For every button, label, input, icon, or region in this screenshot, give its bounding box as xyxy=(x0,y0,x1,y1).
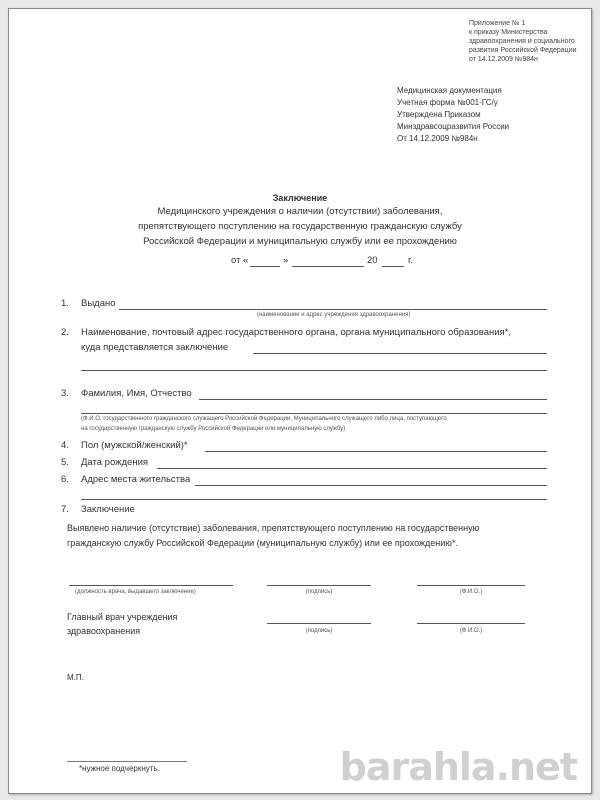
chief-doctor-label: Главный врач учреждения xyxy=(67,612,178,622)
date-prefix: от « xyxy=(231,255,249,266)
item-7-number: 7. xyxy=(61,504,69,515)
item-1-number: 1. xyxy=(61,298,69,309)
doctor-name-caption: (Ф.И.О.) xyxy=(459,589,483,595)
annex-line: развития Российской Федерации xyxy=(469,47,577,54)
item-5-label: Дата рождения xyxy=(81,457,149,468)
doctor-signature-field[interactable] xyxy=(267,585,371,586)
date-year-prefix: 20 xyxy=(367,255,378,266)
stamp-placeholder: М.П. xyxy=(67,673,84,682)
item-3-number: 3. xyxy=(61,388,69,399)
item-6-number: 6. xyxy=(61,474,69,485)
chief-signature-caption: (подпись) xyxy=(305,628,333,634)
item-5-field[interactable] xyxy=(157,468,547,469)
footnote-divider xyxy=(67,761,187,762)
chief-name-field[interactable] xyxy=(417,623,525,624)
form-stamp-line: Медицинская документация xyxy=(397,86,502,95)
title-heading: Заключение xyxy=(272,193,328,203)
item-3-field-1[interactable] xyxy=(199,399,547,400)
item-2-field-2[interactable] xyxy=(81,370,547,371)
form-stamp-block xyxy=(397,85,509,145)
item-5-number: 5. xyxy=(61,457,69,468)
chief-doctor-label-2: здравоохранения xyxy=(67,626,141,636)
doctor-position-caption: (должность врача, выдавшего заключение) xyxy=(75,589,196,595)
item-6-field-1[interactable] xyxy=(195,485,547,486)
document-page xyxy=(8,8,592,794)
form-stamp-line: Учетная форма №001-ГС/у xyxy=(397,98,498,107)
date-day-field[interactable] xyxy=(250,266,280,267)
watermark-logo: barahla.net xyxy=(339,745,577,789)
form-stamp-line: От 14.12.2009 №984н xyxy=(397,134,478,143)
item-2-label-2: куда представляется заключение xyxy=(81,342,229,353)
date-month-field[interactable] xyxy=(292,266,364,267)
title-line-2: препятствующего поступлению на государственную гражданскую службу xyxy=(138,221,462,232)
item-1-caption: (наименование и адрес учреждения здравоохранения) xyxy=(257,312,411,318)
item-6-label: Адрес места жительства xyxy=(81,474,191,485)
doctor-name-field[interactable] xyxy=(417,585,525,586)
annex-line: здравоохранения и социального xyxy=(469,38,575,45)
item-3-field-2[interactable] xyxy=(81,413,547,414)
item-7-label: Заключение xyxy=(81,504,135,515)
doctor-position-field[interactable] xyxy=(69,585,233,586)
item-7-text-2: гражданскую службу Российской Федерации (муниципальную службу) или ее прохождению*. xyxy=(67,538,458,548)
annex-line: к приказу Министерства xyxy=(469,29,548,36)
chief-signature-field[interactable] xyxy=(267,623,371,624)
item-4-label: Пол (мужской/женский)* xyxy=(81,440,188,451)
title-line-3: Российской Федерации и муниципальную службу или ее прохождению xyxy=(143,236,457,247)
form-stamp-line: Утверждена Приказом xyxy=(397,110,481,119)
item-3-caption-2: на государственную гражданскую службу Российской Федерации или муниципальную службу) xyxy=(81,426,346,432)
item-2-field-1[interactable] xyxy=(253,353,547,354)
date-mid: » xyxy=(283,255,289,266)
form-stamp-line: Минздравсоцразвития России xyxy=(397,122,510,131)
date-year-field[interactable] xyxy=(382,266,404,267)
item-4-field[interactable] xyxy=(205,451,547,452)
date-suffix: г. xyxy=(408,255,413,266)
annex-line: от 14.12.2009 №984н xyxy=(469,56,538,63)
item-1-field[interactable] xyxy=(119,309,547,310)
item-2-label: Наименование, почтовый адрес государственного органа, органа муниципального образования*, xyxy=(81,327,512,338)
item-1-label: Выдано xyxy=(81,298,116,309)
doctor-signature-caption: (подпись) xyxy=(305,589,333,595)
title-line-1: Медицинского учреждения о наличии (отсутствии) заболевания, xyxy=(157,206,443,217)
annex-block xyxy=(469,19,577,64)
item-7-text-1: Выявлено наличие (отсутствие) заболевания, препятствующего поступлению на государственную xyxy=(67,523,480,533)
item-3-label: Фамилия, Имя, Отчество xyxy=(81,388,192,399)
footnote: *нужное подчеркнуть. xyxy=(79,764,160,773)
annex-line: Приложение № 1 xyxy=(469,20,526,27)
item-2-number: 2. xyxy=(61,327,69,338)
item-6-field-2[interactable] xyxy=(81,499,547,500)
item-3-caption-1: (Ф.И.О. государственного гражданского служащего Российской Федерации, Муниципального служащего либо лица, поступающего xyxy=(81,416,447,422)
item-4-number: 4. xyxy=(61,440,69,451)
chief-name-caption: (Ф.И.О.) xyxy=(459,628,483,634)
